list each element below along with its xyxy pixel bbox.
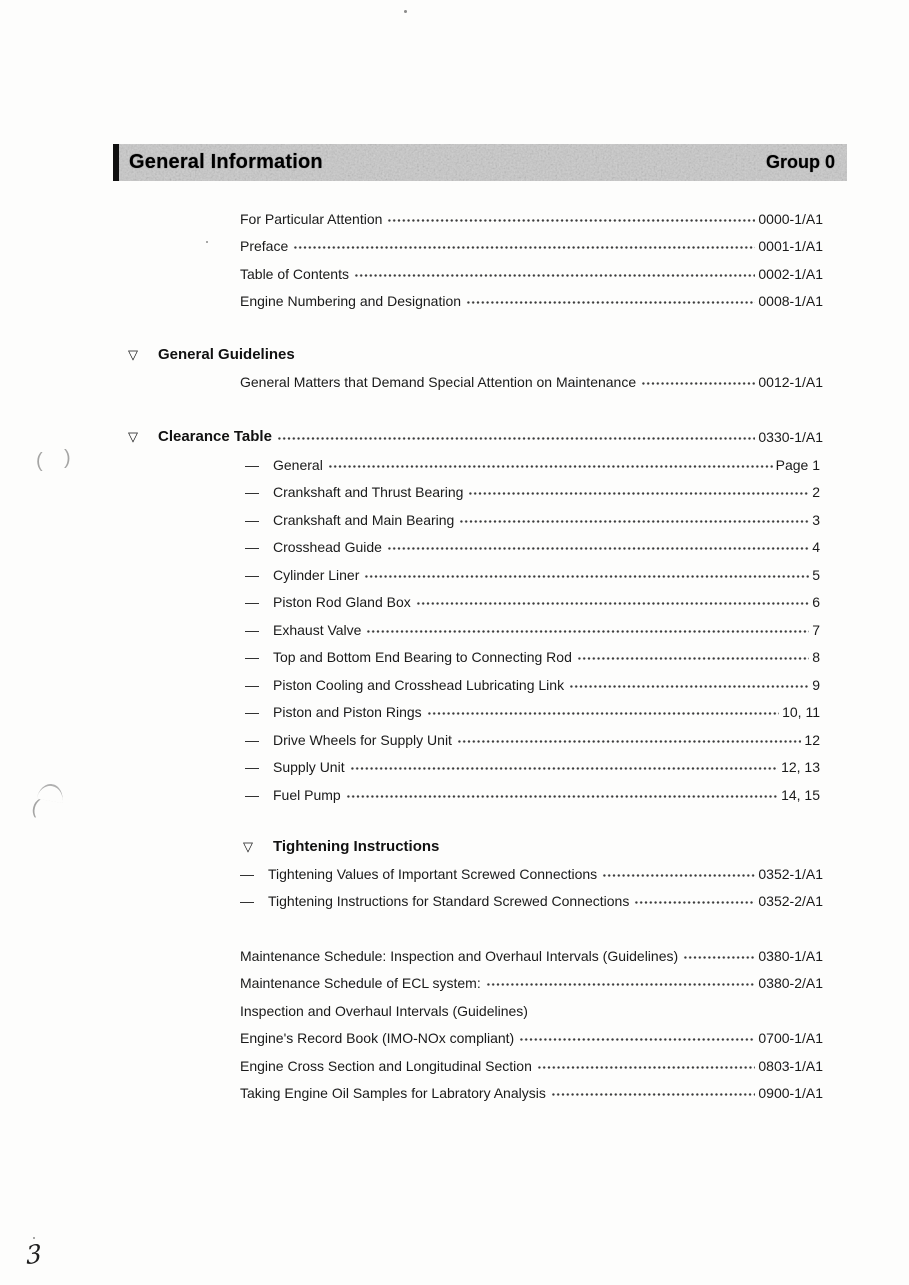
dash-marker: — <box>245 456 259 473</box>
dotted-leader <box>354 274 755 277</box>
scan-artifact <box>37 782 66 803</box>
dash-marker: — <box>245 786 259 803</box>
toc-entry-label: Engine Numbering and Designation <box>240 293 462 310</box>
toc-entry-label: Supply Unit <box>273 759 345 776</box>
toc-entry-label: General <box>273 456 323 473</box>
toc-entry-label: Maintenance Schedule: Inspection and Overhaul Intervals (Guidelines) <box>240 947 679 964</box>
toc-entry-label: Drive Wheels for Supply Unit <box>273 731 452 748</box>
toc-entry-ref: 0008-1/A1 <box>758 293 823 310</box>
toc-entry-ref: 0352-1/A1 <box>758 865 823 882</box>
toc-misc-block <box>240 942 823 1107</box>
toc-entry-ref: 5 <box>812 566 820 583</box>
toc-entry <box>240 860 823 888</box>
toc-entry-ref: 0352-2/A1 <box>758 893 823 910</box>
toc-entry <box>245 644 820 672</box>
dotted-leader <box>569 685 809 688</box>
dotted-leader <box>350 767 778 770</box>
dotted-leader <box>293 246 755 249</box>
scan-artifact: ) <box>64 447 71 469</box>
toc-entry <box>245 451 820 479</box>
dotted-leader <box>366 630 809 633</box>
toc-entry-label: Crankshaft and Thrust Bearing <box>273 484 464 501</box>
group-label: Group 0 <box>765 152 835 172</box>
dotted-leader <box>577 657 809 660</box>
toc-entry-label: Crankshaft and Main Bearing <box>273 511 455 528</box>
toc-entry-ref: 10, 11 <box>782 704 820 721</box>
section-heading-general-guidelines <box>128 341 728 369</box>
toc-entry-label: Table of Contents <box>240 265 349 282</box>
toc-entry-label: Piston Cooling and Crosshead Lubricating Link <box>273 676 565 693</box>
dotted-leader <box>364 575 809 578</box>
triangle-marker-icon: ▽ <box>128 428 138 444</box>
toc-entry <box>245 479 820 507</box>
toc-entry <box>240 260 823 288</box>
toc-entry-label: General Matters that Demand Special Attention on Maintenance <box>240 373 637 390</box>
handwritten-page-number: 3 <box>25 1238 43 1271</box>
toc-entry-label: Taking Engine Oil Samples for Labratory Analysis <box>240 1085 546 1102</box>
section-title: Clearance Table <box>158 428 272 446</box>
dash-marker: — <box>245 539 259 556</box>
toc-entry <box>245 561 820 589</box>
toc-entry <box>245 671 820 699</box>
toc-entry <box>240 368 823 396</box>
toc-entry-ref: 0900-1/A1 <box>758 1085 823 1102</box>
toc-entry-label: Piston Rod Gland Box <box>273 594 411 611</box>
dash-marker: — <box>240 865 254 882</box>
toc-intro-block <box>240 205 823 315</box>
dotted-leader <box>602 874 755 877</box>
toc-entry-ref: 0803-1/A1 <box>758 1057 823 1074</box>
scan-artifact <box>206 241 208 243</box>
scan-artifact <box>404 10 407 13</box>
toc-entry <box>245 781 820 809</box>
toc-entry <box>240 1052 823 1080</box>
dash-marker: — <box>245 649 259 666</box>
toc-entry-label: Preface <box>240 238 289 255</box>
toc-entry <box>240 888 823 916</box>
toc-entry <box>245 506 820 534</box>
dotted-leader <box>387 219 755 222</box>
clearance-table-items <box>245 451 820 809</box>
toc-entry-label: Top and Bottom End Bearing to Connecting Rod <box>273 649 572 666</box>
dash-marker: — <box>245 566 259 583</box>
toc-entry-label: Tightening Instructions for Standard Screwed Connections <box>268 893 630 910</box>
dotted-leader <box>641 382 755 385</box>
toc-entry <box>240 1080 823 1108</box>
toc-entry <box>245 754 820 782</box>
toc-entry <box>240 942 823 970</box>
toc-entry <box>240 205 823 233</box>
toc-entry-label: For Particular Attention <box>240 210 383 227</box>
toc-entry-ref: 0330-1/A1 <box>758 428 823 445</box>
dotted-leader <box>427 712 779 715</box>
toc-entry-label: Crosshead Guide <box>273 539 382 556</box>
toc-entry <box>245 534 820 562</box>
toc-entry-ref: 3 <box>812 511 820 528</box>
toc-entry-label: Engine's Record Book (IMO-NOx compliant) <box>240 1030 515 1047</box>
toc-entry <box>245 616 820 644</box>
dotted-leader <box>328 465 773 468</box>
dotted-leader <box>551 1093 756 1096</box>
dash-marker: — <box>245 676 259 693</box>
toc-entry-label: Exhaust Valve <box>273 621 362 638</box>
toc-entry-label: Engine Cross Section and Longitudinal Section <box>240 1057 532 1074</box>
toc-entry <box>245 589 820 617</box>
dotted-leader <box>346 795 778 798</box>
page-title: General Information <box>129 151 323 173</box>
dotted-leader <box>468 492 809 495</box>
dotted-leader <box>387 547 809 550</box>
toc-entry-ref: 0001-1/A1 <box>758 238 823 255</box>
dotted-leader <box>519 1038 755 1041</box>
toc-entry-label: Cylinder Liner <box>273 566 360 583</box>
dash-marker: — <box>245 484 259 501</box>
toc-entry-label: Piston and Piston Rings <box>273 704 422 721</box>
dotted-leader <box>486 983 756 986</box>
toc-entry-ref: 12, 13 <box>781 759 820 776</box>
toc-entry <box>245 699 820 727</box>
dotted-leader <box>466 301 755 304</box>
toc-entry-label: Maintenance Schedule of ECL system: <box>240 975 481 992</box>
toc-entry-ref: 2 <box>812 484 820 501</box>
toc-entry-ref: 12 <box>804 731 820 748</box>
dotted-leader <box>537 1066 756 1069</box>
triangle-marker-icon: ▽ <box>128 346 138 362</box>
section-heading-clearance-table <box>128 423 823 451</box>
dash-marker: — <box>245 594 259 611</box>
toc-entry-ref: 9 <box>812 676 820 693</box>
dash-marker: — <box>240 893 254 910</box>
toc-entry-ref: 7 <box>812 621 820 638</box>
section-header-bar <box>113 144 847 181</box>
dotted-leader <box>634 901 755 904</box>
dash-marker: — <box>245 731 259 748</box>
toc-entry-ref: Page 1 <box>775 456 820 473</box>
toc-entry-label: Fuel Pump <box>273 786 341 803</box>
toc-entry-ref: 4 <box>812 539 820 556</box>
toc-entry-ref: 0700-1/A1 <box>758 1030 823 1047</box>
toc-entry <box>240 288 823 316</box>
toc-entry <box>240 233 823 261</box>
dash-marker: — <box>245 759 259 776</box>
toc-entry-label: Inspection and Overhaul Intervals (Guidelines) <box>240 1002 528 1019</box>
dotted-leader <box>457 740 801 743</box>
toc-entry <box>245 726 820 754</box>
toc-entry-label: Tightening Values of Important Screwed Connections <box>268 865 598 882</box>
toc-entry-ref: 8 <box>812 649 820 666</box>
dash-marker: — <box>245 704 259 721</box>
section-title: Tightening Instructions <box>273 838 440 856</box>
toc-entry <box>240 970 823 998</box>
toc-entry-ref: 0000-1/A1 <box>758 210 823 227</box>
toc-entry <box>240 997 823 1025</box>
toc-entry-ref: 0380-2/A1 <box>758 975 823 992</box>
dotted-leader <box>277 437 755 440</box>
dash-marker: — <box>245 621 259 638</box>
general-guidelines-items <box>240 368 823 396</box>
toc-entry <box>240 1025 823 1053</box>
section-heading-tightening-instructions <box>243 833 743 861</box>
toc-entry-ref: 0380-1/A1 <box>758 947 823 964</box>
triangle-marker-icon: ▽ <box>243 838 253 854</box>
dash-marker: — <box>245 511 259 528</box>
dotted-leader <box>683 956 755 959</box>
toc-entry-ref: 0002-1/A1 <box>758 265 823 282</box>
scan-artifact: ( <box>36 450 43 472</box>
toc-entry-ref: 6 <box>812 594 820 611</box>
dotted-leader <box>459 520 809 523</box>
scan-artifact: ( <box>29 795 42 819</box>
dotted-leader <box>416 602 809 605</box>
tightening-instructions-items <box>240 860 823 915</box>
toc-entry-ref: 0012-1/A1 <box>758 373 823 390</box>
toc-entry-ref: 14, 15 <box>781 786 820 803</box>
section-title: General Guidelines <box>158 346 295 364</box>
